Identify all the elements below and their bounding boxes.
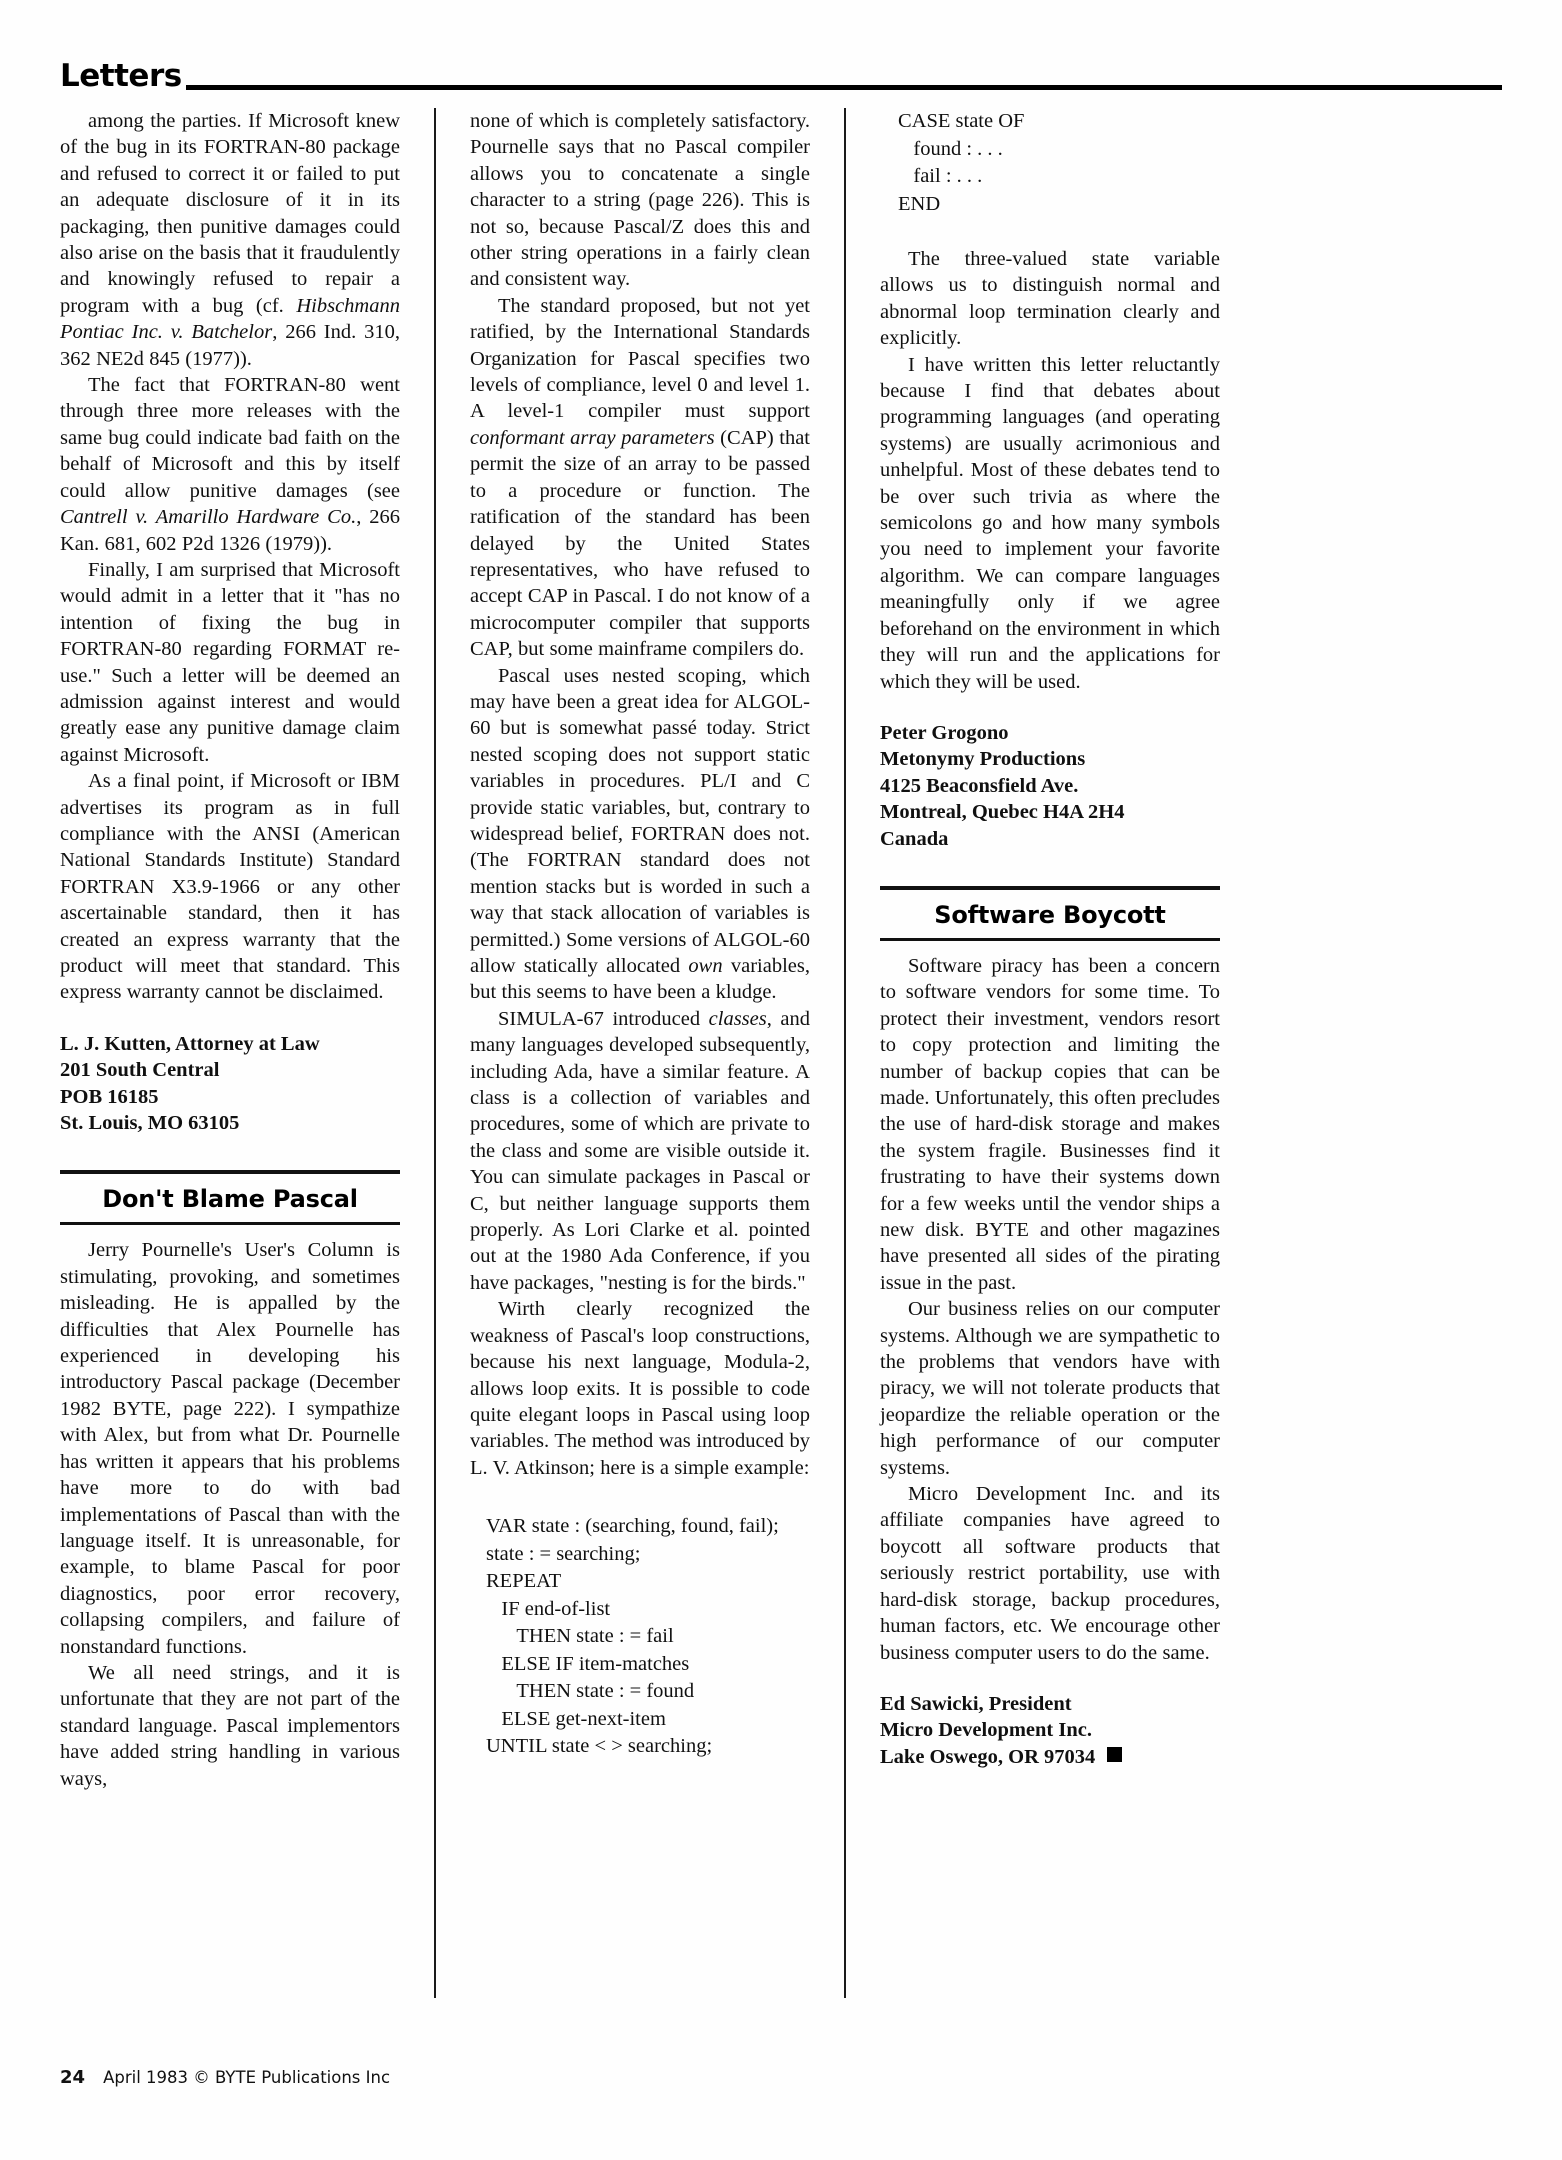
signature-line: Peter Grogono [880, 721, 1009, 744]
citation-hibschmann-rest: , 266 Ind. 310, 362 NE2d 845 (1977)). [60, 321, 400, 370]
code-line: UNTIL state < > searching; [486, 1735, 713, 1758]
signature-line: POB 16185 [60, 1085, 159, 1108]
citation-hibschmann: Hibschmann Pontiac Inc. v. Batchelor [60, 294, 400, 344]
signature-line: Montreal, Quebec H4A 2H4 [880, 801, 1125, 824]
citation-cantrell-rest: , 266 Kan. 681, 602 P2d 1326 (1979)). [60, 506, 400, 555]
signature-line: Ed Sawicki, President [880, 1692, 1072, 1715]
heading-rule-top [880, 886, 1220, 890]
paragraph: I have written this letter reluctantly because I find that debates about programming languages (and operating systems) are usually acrimonious and unhelpful. Most of these debates tend to be over such trivia as where the semicolons go and how many symbols you need to implement your favorite algorithm. We can compare languages meaningfully only if we agree beforehand on the environment in which they will run and the applications for which they will be used. [880, 353, 1220, 693]
code-line: state : = searching; [486, 1542, 641, 1565]
signature-text: Lake Oswego, OR 97034 [880, 1745, 1096, 1768]
spacer [880, 218, 1220, 246]
paragraph: none of which is completely satisfactory. Pournelle says that no Pascal compiler allows you to concatenate a single character to a string (page 226). This is not so, because Pascal/Z does this and other string operations in a fairly clean and consistent way. [470, 110, 810, 291]
simula-rest: , and many languages developed subsequently, including Ada, have a similar feature. A class is a collection of variables and procedures, some of which are private to the class and some are visible outside it. You can simulate packages in Pascal or C, but neither language supports them properly. As Lori Clarke et al. pointed out at the 1980 Ada Conference, if you have packages, "nesting is for the birds." [470, 1007, 810, 1294]
signature-block-grogono [880, 720, 1220, 852]
column-divider-one [400, 108, 470, 1998]
signature-line: Metonymy Productions [880, 748, 1086, 771]
three-column-layout [60, 108, 1502, 1998]
code-line: THEN state : = fail [486, 1625, 674, 1648]
own-rest: variables, but this seems to have been a kludge. [470, 955, 810, 1004]
code-line: REPEAT [486, 1570, 562, 1593]
section-heading-dont-blame-pascal [60, 1170, 400, 1225]
citation-cantrell: Cantrell v. Amarillo Hardware Co. [60, 506, 357, 529]
signature-line: 4125 Beaconsfield Ave. [880, 774, 1079, 797]
signature-block-sawicki [880, 1691, 1220, 1770]
code-line: THEN state : = found [486, 1680, 695, 1703]
code-line: fail : . . . [898, 165, 983, 187]
code-line: IF end-of-list [486, 1597, 611, 1620]
paragraph: Pascal uses nested scoping, which may have been a great idea for ALGOL-60 but is somewhat passé today. Strict nested scoping does not support static variables in procedures. PL/I and C provide static variables, but, contrary to widespread belief, FORTRAN does not. (The FORTRAN standard does not mention stacks but is worded in such a way that stack allocation of variables is permitted.) Some versions of ALGOL-60 allow statically allocated own variables, but this seems to have been a kludge. [470, 664, 810, 1004]
code-line: VAR state : (searching, found, fail); [486, 1515, 779, 1538]
cap-rest: (CAP) that permit the size of an array to be passed to a procedure or function. The ratification of the standard has been delayed by the United States representatives, who have refused to accept CAP in Pascal. I do not know of a microcomputer compiler that supports CAP, but some mainframe compilers do. [470, 426, 810, 661]
paragraph: The standard proposed, but not yet ratified, by the International Standards Organization for Pascal specifies two levels of compliance, level 0 and level 1. A level-1 compiler must support conformant array parameters (CAP) that permit the size of an array to be passed to a procedure or function. The ratification of the standard has been delayed by the United States representatives, who have refused to accept CAP in Pascal. I do not know of a microcomputer compiler that supports CAP, but some mainframe compilers do. [470, 294, 810, 661]
paragraph: The fact that FORTRAN-80 went through three more releases with the same bug could indicate bad faith on the behalf of Microsoft and this by itself could allow punitive damages (see Cantrell v. Amarillo Hardware Co., 266 Kan. 681, 602 P2d 1326 (1979)). [60, 374, 400, 555]
term-classes: classes [708, 1007, 767, 1030]
paragraph: among the parties. If Microsoft knew of the bug in its FORTRAN-80 package and refused to correct it or failed to put an adequate disclosure of it in its packaging, then punitive damages could also arise on the basis that it fraudulently and knowingly refused to repair a program with a bug (cf. Hibschmann Pontiac Inc. v. Batchelor, 266 Ind. 310, 362 NE2d 845 (1977)). [60, 110, 400, 370]
heading-text: Don't Blame Pascal [102, 1185, 358, 1214]
page-number: 24 [60, 2067, 86, 2088]
heading-rule-top [60, 1170, 400, 1174]
paragraph: As a final point, if Microsoft or IBM advertises its program as in full compliance with the ANSI (American National Standards Institute) Standard FORTRAN X3.9-1966 or any other ascertainable standard, then it has created an express warranty that the product will meet that standard. This express warranty cannot be disclaimed. [60, 770, 400, 1004]
signature-line [880, 1744, 1220, 1770]
section-heading-software-boycott [880, 886, 1220, 941]
paragraph: Finally, I am surprised that Microsoft would admit in a letter that it "has no intention of fixing the bug in FORTRAN-80 regarding FORMAT re-use." Such a letter will be deemed an admission against interest and would greatly ease any punitive damage claim against Microsoft. [60, 558, 400, 766]
heading-rule-bottom [880, 938, 1220, 941]
column-three [880, 108, 1220, 1998]
signature-line: St. Louis, MO 63105 [60, 1112, 240, 1135]
heading-rule-bottom [60, 1222, 400, 1225]
paragraph: SIMULA-67 introduced classes, and many languages developed subsequently, including Ada, have a similar feature. A class is a collection of variables and procedures, some of which are private to the class and some are visible outside it. You can simulate packages in Pascal or C, but neither language supports them properly. As Lori Clarke et al. pointed out at the 1980 Ada Conference, if you have packages, "nesting is for the birds." [470, 1007, 810, 1294]
code-line: END [898, 192, 941, 215]
code-line: found : . . . [898, 137, 1003, 160]
signature-block-kutten [60, 1031, 400, 1137]
column-divider-two [810, 108, 880, 1998]
signature-line: 201 South Central [60, 1059, 220, 1082]
paragraph: Wirth clearly recognized the weakness of Pascal's loop constructions, because his next language, Modula-2, allows loop exits. It is possible to code quite elegant loops in Pascal using loop variables. The method was introduced by L. V. Atkinson; here is a simple example: [470, 1298, 810, 1479]
vertical-rule [844, 108, 846, 1998]
paragraph: We all need strings, and it is unfortunate that they are not part of the standard language. Pascal implementors have added string handling in various ways, [60, 1661, 400, 1790]
page-footer [60, 2067, 390, 2088]
paragraph: Micro Development Inc. and its affiliate companies have agreed to boycott all software products that seriously restrict portability, use with hard-disk storage, backup procedures, human factors, etc. We encourage other business computer users to do the same. [880, 1483, 1220, 1664]
pascal-code-example [470, 1513, 810, 1761]
paragraph: Jerry Pournelle's User's Column is stimulating, provoking, and sometimes misleading. He is appalled by the difficulties that Alex Pournelle has experienced in developing his introductory Pascal package (December 1982 BYTE, page 222). I sympathize with Alex, but from what Dr. Pournelle has written it appears that his problems have more to do with bad implementations of Pascal than with the language itself. It is unreasonable, for example, to blame Pascal for poor diagnostics, poor error recovery, collapsing compilers, and failure of nonstandard functions. [60, 1239, 400, 1658]
code-line: ELSE IF item-matches [486, 1652, 690, 1675]
column-two [470, 108, 810, 1998]
term-conformant-array-parameters: conformant array parameters [470, 426, 715, 449]
code-line: CASE state OF [898, 110, 1025, 132]
signature-line: Canada [880, 827, 949, 850]
column-one [60, 108, 400, 1998]
vertical-rule [434, 108, 436, 1998]
pascal-case-code [880, 108, 1220, 218]
signature-line: L. J. Kutten, Attorney at Law [60, 1032, 320, 1055]
masthead-rule [186, 85, 1502, 90]
publication-imprint: April 1983 © BYTE Publications Inc [103, 2068, 391, 2087]
heading-text: Software Boycott [934, 900, 1166, 929]
paragraph: Our business relies on our computer systems. Although we are sympathetic to the problems that vendors have with piracy, we will not tolerate products that jeopardize the reliable operation or the high performance of our computer systems. [880, 1298, 1220, 1479]
signature-line: Micro Development Inc. [880, 1719, 1092, 1742]
term-own: own [688, 955, 723, 977]
page-title: Letters [60, 58, 182, 94]
paragraph: The three-valued state variable allows us to distinguish normal and abnormal loop termination clearly and explicitly. [880, 248, 1220, 350]
paragraph: Software piracy has been a concern to software vendors for some time. To protect their investment, vendors resort to copy protection and limiting the number of backup copies that can be made. Unfortunately, this often precludes the use of hard-disk storage and makes the system fragile. Businesses find it frustrating to have their systems down for a few weeks until the vendor ships a new disk. BYTE and other magazines have presented all sides of the pirating issue in the past. [880, 954, 1220, 1294]
end-of-article-mark [1107, 1747, 1122, 1762]
code-line: ELSE get-next-item [486, 1707, 666, 1730]
masthead [60, 44, 1502, 94]
